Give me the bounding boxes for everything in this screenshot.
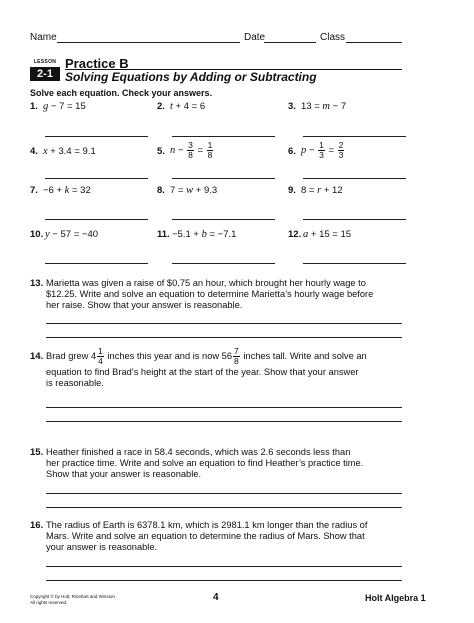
variable: k: [64, 185, 70, 196]
answer-line[interactable]: [172, 178, 275, 179]
problem-number: 13.: [30, 278, 44, 289]
equation-number: 2.: [157, 101, 165, 112]
variable: w: [186, 185, 194, 196]
equation-7: [43, 185, 91, 196]
equation-text: = −7.1: [206, 229, 237, 240]
equation-text: −6 +: [43, 185, 65, 196]
class-field[interactable]: [346, 42, 402, 43]
equation-text: − 7: [330, 101, 347, 112]
equation-number: 5.: [157, 146, 165, 157]
fraction-numerator: 1: [98, 346, 103, 356]
equation-9: [301, 185, 343, 196]
equation-8: [170, 185, 217, 196]
problem-text-line: Heather finished a race in 58.4 seconds, which was 2.6 seconds less than: [46, 447, 351, 457]
problem-text-line: her practice time. Write and solve an equation to find Heather’s practice time.: [46, 458, 364, 468]
book-title: Holt Algebra 1: [365, 593, 426, 603]
fraction: [318, 141, 325, 160]
fraction-denominator: 8: [207, 150, 213, 160]
answer-line[interactable]: [46, 337, 402, 338]
copyright: [30, 594, 116, 605]
equation-10: [45, 229, 98, 240]
word-problem-15: [46, 447, 363, 480]
equation-text: −: [175, 145, 187, 157]
answer-line[interactable]: [46, 566, 402, 567]
equation-text: − 57 = −40: [49, 229, 99, 240]
word-problem-16: [46, 520, 367, 553]
equation-text: −: [306, 145, 318, 157]
lesson-label: LESSON: [33, 59, 57, 65]
equation-text: 13 =: [301, 101, 323, 112]
equation-number: 7.: [30, 185, 38, 196]
answer-line[interactable]: [45, 178, 148, 179]
equation-text: −5.1 +: [172, 229, 202, 240]
word-problem-14: [46, 347, 367, 389]
equation-text: 7 =: [170, 185, 187, 196]
problem-text-line: is reasonable.: [46, 378, 104, 388]
equation-6: [301, 141, 345, 160]
problem-text-line: The radius of Earth is 6378.1 km, which is 2981.1 km longer than the radius of: [46, 520, 368, 530]
equation-text: =: [325, 145, 337, 157]
equation-number: 4.: [30, 146, 38, 157]
problem-text: inches tall. Write and solve an: [240, 350, 367, 361]
date-field[interactable]: [264, 42, 316, 43]
fraction-denominator: 8: [234, 356, 239, 366]
equation-text: − 7 = 15: [48, 101, 86, 112]
variable: b: [201, 229, 207, 240]
equation-text: + 4 = 6: [172, 101, 206, 112]
equation-12: [303, 229, 351, 240]
answer-line[interactable]: [46, 407, 402, 408]
answer-line[interactable]: [45, 219, 148, 220]
problem-text-line: equation to find Brad’s height at the start of the year. Show that your answer: [46, 367, 359, 377]
answer-line[interactable]: [46, 580, 402, 581]
class-label: Class: [320, 32, 346, 43]
page-number: 4: [213, 592, 219, 603]
answer-line[interactable]: [45, 263, 148, 264]
answer-line[interactable]: [303, 219, 406, 220]
answer-line[interactable]: [172, 219, 275, 220]
equation-number: 10.: [30, 229, 44, 240]
answer-line[interactable]: [46, 507, 402, 508]
lesson-number: 2-1: [30, 67, 60, 81]
problem-number: 15.: [30, 447, 44, 458]
equation-11: [172, 229, 236, 240]
answer-line[interactable]: [172, 263, 275, 264]
equation-text: + 15 = 15: [308, 229, 352, 240]
fraction: [207, 141, 214, 160]
equation-1: [43, 101, 86, 112]
variable: g: [43, 101, 49, 112]
fraction-numerator: 2: [338, 140, 344, 150]
fraction-denominator: 3: [319, 150, 324, 160]
equation-number: 11.: [157, 229, 170, 240]
copyright-line: All rights reserved.: [30, 599, 68, 605]
answer-line[interactable]: [172, 136, 275, 137]
equation-text: =: [194, 145, 206, 157]
problem-number: 16.: [30, 520, 44, 531]
problem-text-line: your answer is reasonable.: [46, 542, 158, 552]
equation-text: 8 =: [301, 185, 318, 196]
fraction-numerator: 1: [319, 140, 324, 150]
variable: x: [43, 146, 48, 157]
page-title: Practice B: [65, 56, 129, 71]
equation-text: + 12: [321, 185, 343, 196]
variable: m: [322, 101, 330, 112]
answer-line[interactable]: [46, 323, 402, 324]
equation-4: [43, 146, 96, 157]
problem-text: inches this year and is now 56: [104, 350, 233, 361]
problem-text-line: her raise. Show that your answer is reasonable.: [46, 300, 243, 310]
equation-text: + 3.4 = 9.1: [47, 146, 96, 157]
problem-text: Brad grew 4: [46, 350, 97, 361]
problem-text-line: Show that your answer is reasonable.: [46, 469, 202, 479]
fraction: [187, 141, 194, 160]
answer-line[interactable]: [46, 421, 402, 422]
answer-line[interactable]: [303, 178, 406, 179]
equation-number: 1.: [30, 101, 38, 112]
fraction: [338, 141, 345, 160]
fraction-denominator: 8: [188, 150, 193, 160]
answer-line[interactable]: [303, 263, 406, 264]
variable: a: [303, 229, 309, 240]
variable: p: [301, 145, 307, 157]
equation-number: 6.: [288, 146, 296, 157]
equation-5: [170, 141, 214, 160]
name-field[interactable]: [57, 42, 240, 43]
answer-line[interactable]: [46, 493, 402, 494]
equation-number: 3.: [288, 101, 296, 112]
problem-text-line: Mars. Write and solve an equation to determine the radius of Mars. Show that: [46, 531, 365, 541]
equation-2: [170, 101, 205, 112]
fraction-denominator: 4: [98, 356, 103, 366]
variable: r: [317, 185, 322, 196]
copyright-line: Copyright © by Holt, Rinehart and Winston.: [30, 594, 117, 599]
equation-text: + 9.3: [193, 185, 218, 196]
answer-line[interactable]: [303, 136, 406, 137]
equation-number: 8.: [157, 185, 165, 196]
equation-number: 9.: [288, 185, 296, 196]
equation-3: [301, 101, 346, 112]
variable: n: [170, 145, 176, 157]
instructions: Solve each equation. Check your answers.: [30, 88, 213, 98]
problem-text-line: $12.25. Write and solve an equation to determine Marietta’s hourly wage before: [46, 289, 374, 299]
word-problem-13: [46, 278, 373, 311]
name-label: Name: [30, 32, 57, 43]
equation-text: = 32: [69, 185, 91, 196]
problem-text-line: Marietta was given a raise of $0.75 an hour, which brought her hourly wage to: [46, 278, 366, 288]
problem-number: 14.: [30, 351, 44, 362]
fraction-numerator: 3: [188, 140, 193, 150]
variable: t: [170, 101, 173, 112]
date-label: Date: [244, 32, 266, 43]
lesson-subtitle: Solving Equations by Adding or Subtracting: [65, 70, 317, 84]
answer-line[interactable]: [45, 136, 148, 137]
fraction-numerator: 7: [234, 346, 239, 356]
fraction-denominator: 3: [338, 150, 344, 160]
variable: y: [45, 229, 50, 240]
equation-number: 12.: [288, 229, 302, 240]
fraction-numerator: 1: [207, 140, 213, 150]
